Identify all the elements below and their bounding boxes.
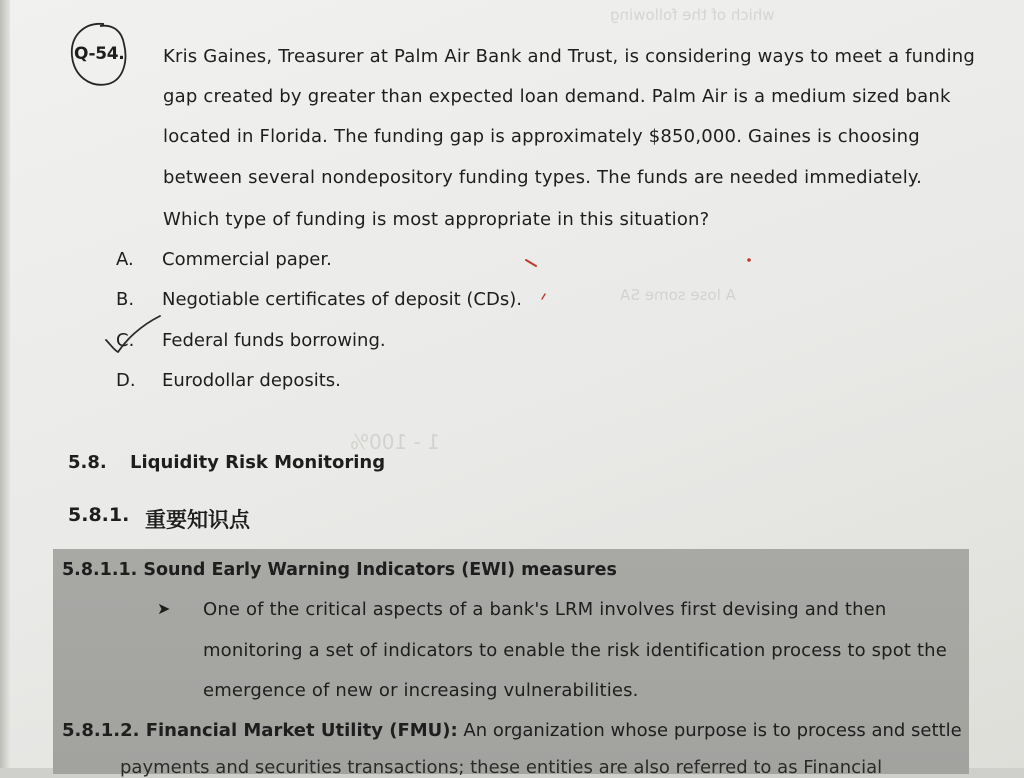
option-a-letter: A. (116, 249, 134, 270)
option-b-letter: B. (116, 289, 135, 310)
red-ink-mark (745, 256, 753, 264)
option-b-text: Negotiable certificates of deposit (CDs). (162, 289, 522, 310)
bullet-text-line: emergence of new or increasing vulnerabilities. (203, 680, 639, 701)
bullet-text-line: One of the critical aspects of a bank's LRM involves first devising and then (203, 599, 887, 620)
section-title: Liquidity Risk Monitoring (130, 452, 386, 473)
bullet-text-line: monitoring a set of indicators to enable the risk identification process to spot the (203, 640, 947, 661)
option-a-text: Commercial paper. (162, 249, 332, 270)
bleed-through-text: which of the following (610, 6, 775, 24)
bleed-through-text: 1 - 100% (350, 430, 440, 454)
page-edge-shadow (0, 0, 10, 768)
red-ink-mark (539, 292, 547, 302)
question-stem-line: gap created by greater than expected loan demand. Palm Air is a medium sized bank (163, 86, 951, 107)
section-number: 5.8. (68, 452, 107, 473)
subsection-number: 5.8.1. (68, 504, 130, 526)
arrow-bullet-icon: ➤ (157, 599, 171, 618)
question-stem-line: Which type of funding is most appropriate in this situation? (163, 209, 710, 230)
question-stem-line: between several nondepository funding types. The funds are needed immediately. (163, 167, 923, 188)
pen-circle-annotation (66, 20, 130, 90)
bleed-through-text: A lose some SA (620, 286, 736, 304)
question-stem-line: located in Florida. The funding gap is approximately $850,000. Gaines is choosing (163, 126, 920, 147)
definition-text: An organization whose purpose is to process and settle (457, 720, 962, 741)
cut-off-text-line: payments and securities transactions; these entities are also referred to as Financial (120, 757, 883, 778)
option-d-letter: D. (116, 370, 136, 391)
subsection-title: 重要知识点 (145, 508, 250, 532)
pen-checkmark-annotation (104, 314, 166, 356)
option-c-letter: C. (116, 330, 135, 351)
red-ink-mark (524, 258, 540, 268)
option-c-text: Federal funds borrowing. (162, 330, 386, 351)
question-number: Q-54. (74, 44, 125, 64)
option-d-text: Eurodollar deposits. (162, 370, 341, 391)
key-point-definition (62, 720, 962, 741)
key-point-heading: 5.8.1.1. Sound Early Warning Indicators (EWI) measures (62, 560, 617, 580)
question-stem-line: Kris Gaines, Treasurer at Palm Air Bank and Trust, is considering ways to meet a funding (163, 46, 975, 67)
definition-term: 5.8.1.2. Financial Market Utility (FMU): (62, 720, 458, 741)
